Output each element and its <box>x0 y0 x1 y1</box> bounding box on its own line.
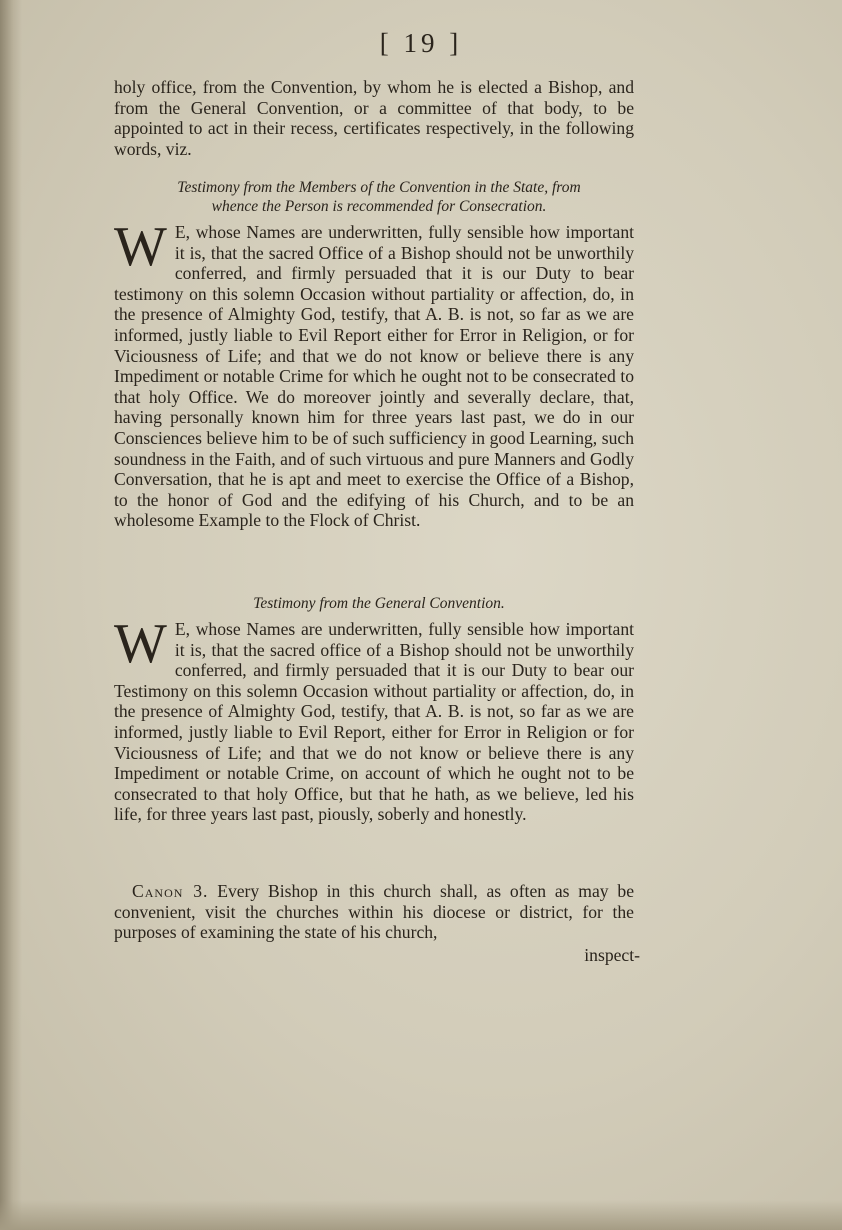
catchword: inspect- <box>584 945 640 965</box>
testimony2-dropcap: W <box>114 613 167 675</box>
testimony1-dropcap: W <box>114 216 167 278</box>
testimony2-text: E, whose Names are underwritten, fully sensible how important it is, that the sacred office of a Bishop should not be unworthily conferred, and firmly persuaded that it is our Duty to bear our Testimony on this solemn Occasion without partiality or affection, do, in the presence of Almighty God, testify, that A. B. is not, so far as we are informed, justly liable to Evil Report, either for Error in Religion or for Viciousness of Life; and that we do not know or believe there is any Impediment or notable Crime, on account of which he ought not to be consecrated to that holy Office, but that he hath, as we believe, led his life, for three years last past, piously, soberly and honestly. <box>114 619 634 825</box>
testimony1-heading <box>114 178 644 216</box>
page-number: [ 19 ] <box>379 28 463 58</box>
testimony1-heading-line2: whence the Person is recommended for Consecration. <box>211 198 547 215</box>
testimony2-heading: Testimony from the General Convention. <box>253 595 505 612</box>
canon3-text: Every Bishop in this church shall, as often as may be convenient, visit the churches within his diocese or district, for the purposes of examining the state of his church, <box>114 881 634 943</box>
testimony2-body <box>114 613 634 825</box>
page-left-edge-shadow <box>0 0 22 1230</box>
testimony1-body <box>114 216 634 531</box>
canon3-paragraph <box>114 881 634 943</box>
page-bottom-edge-shadow <box>0 1200 842 1230</box>
testimony1-text: E, whose Names are underwritten, fully sensible how important it is, that the sacred Office of a Bishop should not be unworthily conferred, and firmly persuaded that it is our Duty to bear testimony on this solemn Occasion without partiality or affection, do, in the presence of Almighty God, testify, that A. B. is not, so far as we are informed, justly liable to Evil Report either for Error in Religion, or for Viciousness of Life; and that we do not know or believe there is any Impediment or notable Crime for which he ought not to be consecrated to that holy Office. We do moreover jointly and severally declare, that, having personally known him for three years last past, we do in our Consciences believe him to be of such sufficiency in good Learning, such soundness in the Faith, and of such virtuous and pure Manners and Godly Conversation, that he is apt and meet to exercise the Office of a Bishop, to the honor of God and the edifying of his Church, and to be an wholesome Example to the Flock of Christ. <box>114 222 634 531</box>
intro-paragraph: holy office, from the Convention, by whom he is elected a Bishop, and from the General Convention, or a committee of that body, to be appointed to act in their recess, certificates respectively, in the following words, viz. <box>114 77 634 159</box>
canon3-label: Canon 3. <box>132 881 209 901</box>
testimony1-heading-line1: Testimony from the Members of the Convention in the State, from <box>177 179 581 196</box>
